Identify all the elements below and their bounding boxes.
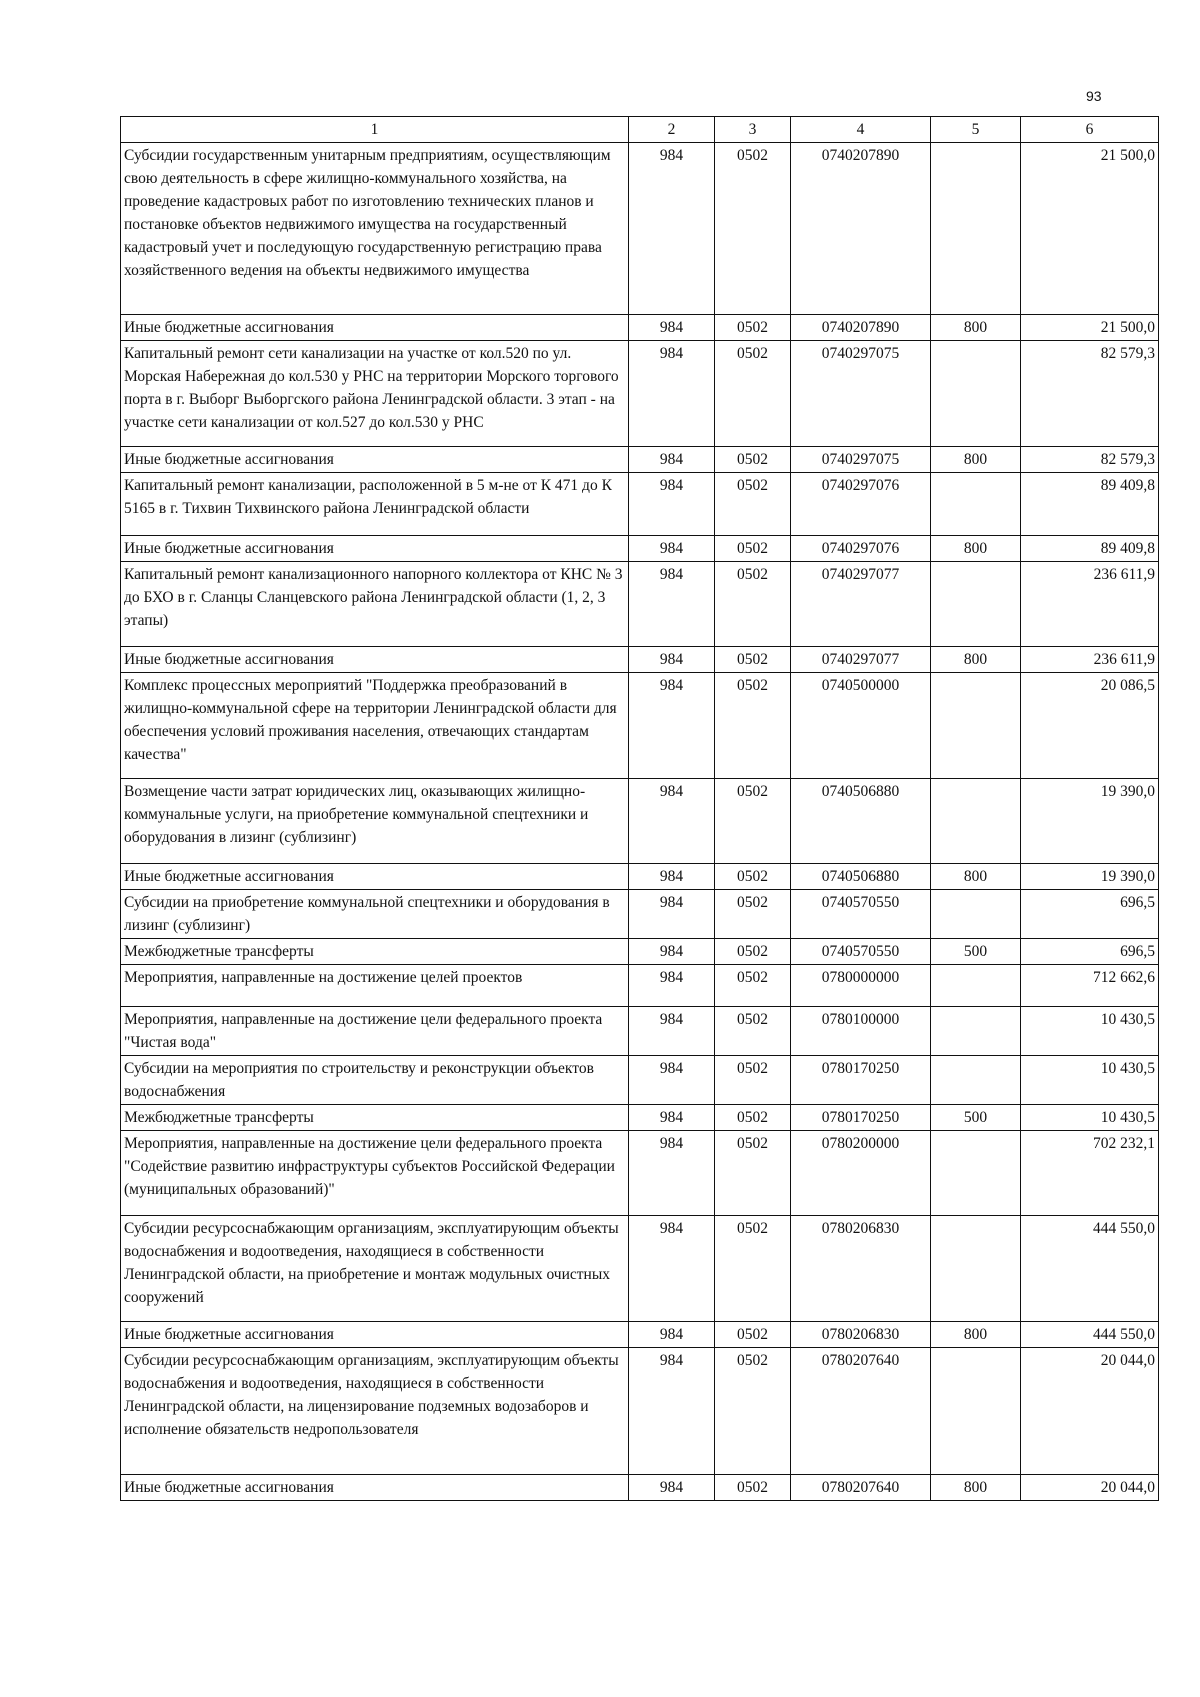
section-code: 0502 — [715, 447, 791, 473]
amount-cell: 696,5 — [1021, 890, 1159, 939]
table-row — [121, 562, 1159, 647]
chief-admin-code: 984 — [629, 1216, 715, 1322]
section-code: 0502 — [715, 1105, 791, 1131]
expense-type-code — [931, 965, 1021, 1007]
target-article-code: 0740297076 — [791, 536, 931, 562]
amount-cell: 19 390,0 — [1021, 779, 1159, 864]
expense-type-code: 500 — [931, 939, 1021, 965]
name-cell: Капитальный ремонт сети канализации на участке от кол.520 по ул. Морская Набережная до кол.530 у РНС на территории Морского торгового порта в г. Выборг Выборгского района Ленинградской области. 3 этап - на участке сети канализации от кол.527 до кол.530 у РНС — [121, 341, 629, 447]
amount-cell: 20 086,5 — [1021, 673, 1159, 779]
table-row — [121, 341, 1159, 447]
name-cell: Субсидии ресурсоснабжающим организациям, эксплуатирующим объекты водоснабжения и водоотведения, находящиеся в собственности Ленинградской области, на приобретение и монтаж модульных очистных сооружений — [121, 1216, 629, 1322]
column-header: 1 — [121, 117, 629, 143]
target-article-code: 0780207640 — [791, 1348, 931, 1475]
expense-type-code — [931, 1007, 1021, 1056]
amount-cell: 712 662,6 — [1021, 965, 1159, 1007]
name-cell: Субсидии на мероприятия по строительству и реконструкции объектов водоснабжения — [121, 1056, 629, 1105]
amount-cell: 21 500,0 — [1021, 143, 1159, 315]
section-code: 0502 — [715, 536, 791, 562]
table-header — [121, 117, 1159, 143]
amount-cell: 10 430,5 — [1021, 1056, 1159, 1105]
target-article-code: 0740297075 — [791, 447, 931, 473]
expense-type-code — [931, 779, 1021, 864]
amount-cell: 82 579,3 — [1021, 341, 1159, 447]
expense-type-code: 800 — [931, 1475, 1021, 1501]
amount-cell: 19 390,0 — [1021, 864, 1159, 890]
target-article-code: 0740207890 — [791, 143, 931, 315]
name-cell: Иные бюджетные ассигнования — [121, 536, 629, 562]
target-article-code: 0740207890 — [791, 315, 931, 341]
amount-cell: 236 611,9 — [1021, 647, 1159, 673]
table-row — [121, 473, 1159, 536]
table-row — [121, 1475, 1159, 1501]
chief-admin-code: 984 — [629, 341, 715, 447]
chief-admin-code: 984 — [629, 1322, 715, 1348]
target-article-code: 0780206830 — [791, 1216, 931, 1322]
amount-cell: 444 550,0 — [1021, 1216, 1159, 1322]
chief-admin-code: 984 — [629, 315, 715, 341]
name-cell: Капитальный ремонт канализации, расположенной в 5 м-не от К 471 до К 5165 в г. Тихвин Тихвинского района Ленинградской области — [121, 473, 629, 536]
section-code: 0502 — [715, 1007, 791, 1056]
section-code: 0502 — [715, 890, 791, 939]
target-article-code: 0780100000 — [791, 1007, 931, 1056]
column-header: 6 — [1021, 117, 1159, 143]
section-code: 0502 — [715, 1056, 791, 1105]
name-cell: Капитальный ремонт канализационного напорного коллектора от КНС № 3 до БХО в г. Сланцы Сланцевского района Ленинградской области (1, 2, 3 этапы) — [121, 562, 629, 647]
table-row — [121, 939, 1159, 965]
section-code: 0502 — [715, 143, 791, 315]
target-article-code: 0740297077 — [791, 647, 931, 673]
expense-type-code: 800 — [931, 536, 1021, 562]
name-cell: Иные бюджетные ассигнования — [121, 1322, 629, 1348]
table-row — [121, 1056, 1159, 1105]
name-cell: Субсидии государственным унитарным предприятиям, осуществляющим свою деятельность в сфере жилищно-коммунального хозяйства, на проведение кадастровых работ по изготовлению технических планов и постановке объектов недвижимого имущества на государственный кадастровый учет и последующую государственную регистрацию права хозяйственного ведения на объекты недвижимого имущества — [121, 143, 629, 315]
name-cell: Мероприятия, направленные на достижение целей проектов — [121, 965, 629, 1007]
name-cell: Комплекс процессных мероприятий "Поддержка преобразований в жилищно-коммунальной сфере на территории Ленинградской области для обеспечения условий проживания населения, отвечающих стандартам качества" — [121, 673, 629, 779]
chief-admin-code: 984 — [629, 143, 715, 315]
expense-type-code — [931, 890, 1021, 939]
table-row — [121, 673, 1159, 779]
chief-admin-code: 984 — [629, 890, 715, 939]
chief-admin-code: 984 — [629, 1105, 715, 1131]
name-cell: Иные бюджетные ассигнования — [121, 1475, 629, 1501]
table-row — [121, 647, 1159, 673]
amount-cell: 20 044,0 — [1021, 1348, 1159, 1475]
amount-cell: 444 550,0 — [1021, 1322, 1159, 1348]
section-code: 0502 — [715, 939, 791, 965]
section-code: 0502 — [715, 779, 791, 864]
column-header: 3 — [715, 117, 791, 143]
chief-admin-code: 984 — [629, 562, 715, 647]
name-cell: Субсидии на приобретение коммунальной спецтехники и оборудования в лизинг (сублизинг) — [121, 890, 629, 939]
target-article-code: 0740570550 — [791, 890, 931, 939]
expense-type-code — [931, 143, 1021, 315]
name-cell: Иные бюджетные ассигнования — [121, 315, 629, 341]
expense-type-code: 800 — [931, 647, 1021, 673]
section-code: 0502 — [715, 1322, 791, 1348]
section-code: 0502 — [715, 1131, 791, 1216]
table-row — [121, 1131, 1159, 1216]
column-header: 5 — [931, 117, 1021, 143]
section-code: 0502 — [715, 1348, 791, 1475]
chief-admin-code: 984 — [629, 473, 715, 536]
table-row — [121, 315, 1159, 341]
target-article-code: 0740570550 — [791, 939, 931, 965]
amount-cell: 21 500,0 — [1021, 315, 1159, 341]
target-article-code: 0780206830 — [791, 1322, 931, 1348]
target-article-code: 0740506880 — [791, 779, 931, 864]
name-cell: Субсидии ресурсоснабжающим организациям, эксплуатирующим объекты водоснабжения и водоотведения, находящиеся в собственности Ленинградской области, на лицензирование подземных водозаборов и исполнение обязательств недропользователя — [121, 1348, 629, 1475]
chief-admin-code: 984 — [629, 1348, 715, 1475]
target-article-code: 0780207640 — [791, 1475, 931, 1501]
name-cell: Иные бюджетные ассигнования — [121, 647, 629, 673]
amount-cell: 696,5 — [1021, 939, 1159, 965]
chief-admin-code: 984 — [629, 939, 715, 965]
section-code: 0502 — [715, 473, 791, 536]
target-article-code: 0740297077 — [791, 562, 931, 647]
expense-type-code — [931, 562, 1021, 647]
amount-cell: 10 430,5 — [1021, 1007, 1159, 1056]
target-article-code: 0780000000 — [791, 965, 931, 1007]
section-code: 0502 — [715, 864, 791, 890]
chief-admin-code: 984 — [629, 1475, 715, 1501]
name-cell: Иные бюджетные ассигнования — [121, 447, 629, 473]
target-article-code: 0740297075 — [791, 341, 931, 447]
expense-type-code — [931, 473, 1021, 536]
section-code: 0502 — [715, 1475, 791, 1501]
chief-admin-code: 984 — [629, 536, 715, 562]
table-row — [121, 965, 1159, 1007]
expense-type-code: 800 — [931, 315, 1021, 341]
expense-type-code: 800 — [931, 447, 1021, 473]
expense-type-code — [931, 1216, 1021, 1322]
table-row — [121, 447, 1159, 473]
table-row — [121, 1105, 1159, 1131]
chief-admin-code: 984 — [629, 647, 715, 673]
chief-admin-code: 984 — [629, 1131, 715, 1216]
amount-cell: 20 044,0 — [1021, 1475, 1159, 1501]
chief-admin-code: 984 — [629, 779, 715, 864]
section-code: 0502 — [715, 315, 791, 341]
table-row — [121, 1322, 1159, 1348]
chief-admin-code: 984 — [629, 447, 715, 473]
expense-type-code: 800 — [931, 864, 1021, 890]
section-code: 0502 — [715, 965, 791, 1007]
amount-cell: 89 409,8 — [1021, 473, 1159, 536]
table-row — [121, 1007, 1159, 1056]
target-article-code: 0780170250 — [791, 1056, 931, 1105]
table-row — [121, 864, 1159, 890]
expense-type-code — [931, 1056, 1021, 1105]
amount-cell: 82 579,3 — [1021, 447, 1159, 473]
chief-admin-code: 984 — [629, 965, 715, 1007]
chief-admin-code: 984 — [629, 1007, 715, 1056]
name-cell: Иные бюджетные ассигнования — [121, 864, 629, 890]
section-code: 0502 — [715, 341, 791, 447]
budget-table — [120, 116, 1159, 1501]
target-article-code: 0740297076 — [791, 473, 931, 536]
expense-type-code — [931, 1131, 1021, 1216]
name-cell: Мероприятия, направленные на достижение цели федерального проекта "Содействие развитию инфраструктуры субъектов Российской Федерации (муниципальных образований)" — [121, 1131, 629, 1216]
table-row — [121, 1348, 1159, 1475]
expense-type-code — [931, 341, 1021, 447]
table-body — [121, 143, 1159, 1501]
chief-admin-code: 984 — [629, 673, 715, 779]
name-cell: Возмещение части затрат юридических лиц, оказывающих жилищно-коммунальные услуги, на приобретение коммунальной спецтехники и оборудования в лизинг (сублизинг) — [121, 779, 629, 864]
name-cell: Межбюджетные трансферты — [121, 1105, 629, 1131]
column-header: 4 — [791, 117, 931, 143]
name-cell: Мероприятия, направленные на достижение цели федерального проекта "Чистая вода" — [121, 1007, 629, 1056]
table-row — [121, 779, 1159, 864]
expense-type-code: 500 — [931, 1105, 1021, 1131]
amount-cell: 89 409,8 — [1021, 536, 1159, 562]
target-article-code: 0780170250 — [791, 1105, 931, 1131]
chief-admin-code: 984 — [629, 864, 715, 890]
chief-admin-code: 984 — [629, 1056, 715, 1105]
section-code: 0502 — [715, 1216, 791, 1322]
amount-cell: 236 611,9 — [1021, 562, 1159, 647]
amount-cell: 10 430,5 — [1021, 1105, 1159, 1131]
column-header: 2 — [629, 117, 715, 143]
target-article-code: 0740506880 — [791, 864, 931, 890]
expense-type-code — [931, 673, 1021, 779]
expense-type-code: 800 — [931, 1322, 1021, 1348]
target-article-code: 0780200000 — [791, 1131, 931, 1216]
expense-type-code — [931, 1348, 1021, 1475]
table-row — [121, 536, 1159, 562]
table-row — [121, 1216, 1159, 1322]
page-number: 93 — [1086, 88, 1102, 104]
amount-cell: 702 232,1 — [1021, 1131, 1159, 1216]
table-row — [121, 143, 1159, 315]
table-row — [121, 890, 1159, 939]
section-code: 0502 — [715, 562, 791, 647]
section-code: 0502 — [715, 673, 791, 779]
section-code: 0502 — [715, 647, 791, 673]
name-cell: Межбюджетные трансферты — [121, 939, 629, 965]
target-article-code: 0740500000 — [791, 673, 931, 779]
